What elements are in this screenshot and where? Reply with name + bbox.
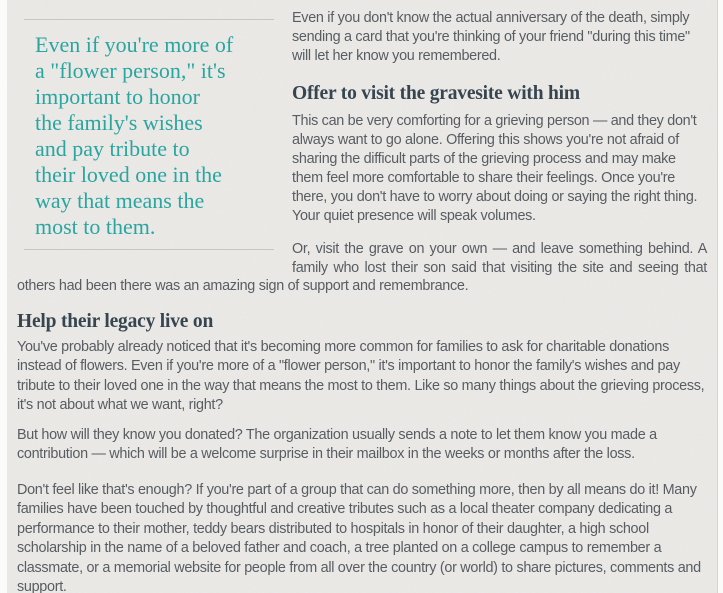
legacy-paragraph-2: But how will they know you donated? The organization usually sends a note to let them know you made a contribution — which will be a welcome surprise in their mailbox in the weeks or months after the loss. (17, 426, 657, 462)
page-gutter-left (0, 0, 7, 593)
gravesite-section-heading: Offer to visit the gravesite with him (292, 83, 580, 104)
pull-quote-line: and pay tribute to (35, 136, 190, 161)
legacy-paragraph-3: Don't feel like that's enough? If you're part of a group that can do something more, then by all means do it! Many families have been touched by thoughtful and creative tributes such as a local theater company dedicating a performance to their mother, teddy bears distributed to hospitals in honor of their daughter, a high school scholarship in the name of a beloved father and coach, a tree planted on a college campus to remember a classmate, or a memorial website for people from all over the country (or world) to share pictures, comments and support. (17, 481, 701, 593)
legacy-paragraph-1: You've probably already noticed that it's becoming more common for families to ask for charitable donations instead of flowers. Even if you're more of a "flower person," it's important to honor the family's wishes and pay tribute to their loved one in the way that means the most to them. Like so many things about the grieving process, it's not about what we want, right? (17, 338, 705, 413)
gravesite-paragraph: This can be very comforting for a grieving person — and they don't always want to go alone. Offering this shows you're not afraid of sharing the difficult parts of the grieving process and may make them feel more comfortable to share their feelings. Once you're there, you don't have to worry about doing or saying the right thing. Your quiet presence will speak volumes. (292, 113, 698, 224)
article-content (7, 0, 717, 593)
pull-quote-line: their loved one in the (35, 162, 222, 187)
pull-quote-line: Even if you're more of (35, 32, 234, 57)
pull-quote-line: important to honor (35, 84, 200, 109)
pull-quote (24, 19, 274, 250)
pull-quote-line: a "flower person," it's (35, 58, 226, 83)
pull-quote-line: the family's wishes (35, 110, 203, 135)
pull-quote-line: most to them. (35, 214, 156, 239)
gravesite-wrap-paragraph: Or, visit the grave on your own — and leave something behind. A family who lost their son said that visiting the site and seeing that others had been there was an amazing sign of support and remembrance. (17, 241, 707, 294)
intro-paragraph: Even if you don't know the actual anniversary of the death, simply sending a card that you're thinking of your friend "during this time" will let her know you remembered. (292, 10, 690, 64)
page-gutter-right (717, 0, 723, 593)
article-page (7, 0, 717, 593)
legacy-section-heading: Help their legacy live on (17, 310, 214, 332)
pull-quote-line: way that means the (35, 188, 205, 213)
